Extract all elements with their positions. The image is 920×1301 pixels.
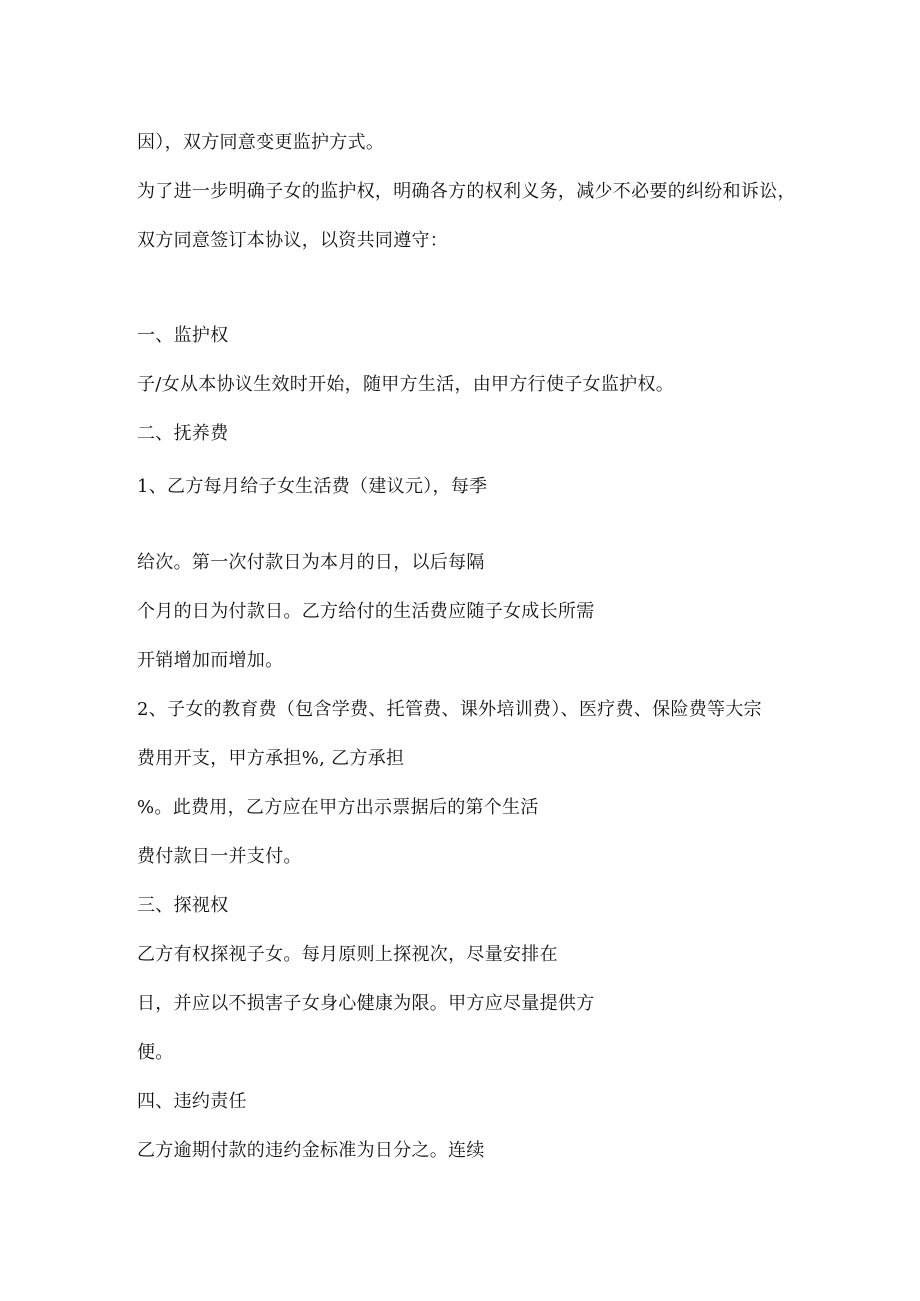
section-heading-guardianship: 一、监护权 — [137, 325, 229, 346]
paragraph-line: 开销增加而增加。 — [137, 650, 284, 671]
paragraph-line: 因），双方同意变更监护方式。 — [137, 132, 385, 153]
paragraph-line: 个月的日为付款日。乙方给付的生活费应随子女成长所需 — [137, 601, 595, 622]
paragraph-line: 给次。第一次付款日为本月的日，以后每隔 — [137, 552, 485, 573]
paragraph-line: 双方同意签订本协议，以资共同遵守： — [137, 230, 449, 251]
paragraph-line: 子/女从本协议生效时开始，随甲方生活，由甲方行使子女监护权。 — [137, 374, 675, 395]
paragraph-line: 1、乙方每月给子女生活费（建议元），每季 — [137, 476, 488, 497]
paragraph-line: 乙方有权探视子女。每月原则上探视次，尽量安排在 — [137, 944, 558, 965]
paragraph-line: 便。 — [137, 1042, 174, 1063]
paragraph-line: 日，并应以不损害子女身心健康为限。甲方应尽量提供方 — [137, 993, 595, 1014]
paragraph-line: 费付款日一并支付。 — [137, 846, 302, 867]
paragraph-line: 为了进一步明确子女的监护权，明确各方的权利义务，减少不必要的纠纷和诉讼， — [137, 181, 796, 202]
paragraph-line: 乙方逾期付款的违约金标准为日分之。连续 — [137, 1140, 485, 1161]
paragraph-line: 2、子女的教育费（包含学费、托管费、课外培训费）、医疗费、保险费等大宗 — [137, 699, 762, 720]
paragraph-line: 费用开支，甲方承担%, 乙方承担 — [137, 748, 405, 769]
section-heading-support-fee: 二、抚养费 — [137, 423, 229, 444]
section-heading-liability: 四、违约责任 — [137, 1091, 247, 1112]
paragraph-line: %。此费用，乙方应在甲方出示票据后的第个生活 — [137, 797, 539, 818]
section-heading-visitation: 三、探视权 — [137, 895, 229, 916]
